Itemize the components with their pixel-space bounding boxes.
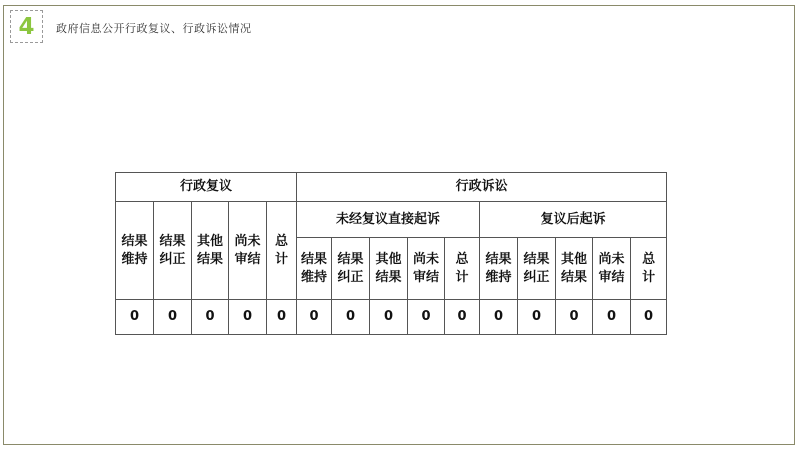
header-direct-correct: 结果纠正 bbox=[332, 238, 370, 300]
admin-review-litigation-table bbox=[115, 172, 667, 335]
value-after-pending: 0 bbox=[593, 300, 631, 335]
value-direct-uphold: 0 bbox=[297, 300, 332, 335]
value-after-uphold: 0 bbox=[480, 300, 518, 335]
value-recon-other: 0 bbox=[192, 300, 229, 335]
value-direct-other: 0 bbox=[370, 300, 408, 335]
header-recon-pending: 尚未审结 bbox=[229, 202, 267, 300]
section-title: 政府信息公开行政复议、行政诉讼情况 bbox=[56, 22, 252, 35]
value-recon-uphold: 0 bbox=[116, 300, 154, 335]
header-admin-reconsideration: 行政复议 bbox=[116, 173, 297, 202]
value-direct-correct: 0 bbox=[332, 300, 370, 335]
header-direct-other: 其他结果 bbox=[370, 238, 408, 300]
section-number: 4 bbox=[18, 13, 35, 40]
header-recon-other: 其他结果 bbox=[192, 202, 229, 300]
header-recon-correct: 结果纠正 bbox=[154, 202, 192, 300]
header-direct-pending: 尚未审结 bbox=[408, 238, 445, 300]
header-after-correct: 结果纠正 bbox=[518, 238, 556, 300]
header-recon-total: 总计 bbox=[267, 202, 297, 300]
value-recon-correct: 0 bbox=[154, 300, 192, 335]
value-recon-total: 0 bbox=[267, 300, 297, 335]
header-admin-litigation: 行政诉讼 bbox=[297, 173, 667, 202]
header-direct-uphold: 结果维持 bbox=[297, 238, 332, 300]
header-direct-litigation: 未经复议直接起诉 bbox=[297, 202, 480, 238]
section-number-badge bbox=[10, 10, 43, 43]
header-direct-total: 总计 bbox=[445, 238, 480, 300]
value-direct-pending: 0 bbox=[408, 300, 445, 335]
value-after-other: 0 bbox=[556, 300, 593, 335]
header-after-pending: 尚未审结 bbox=[593, 238, 631, 300]
value-after-total: 0 bbox=[631, 300, 667, 335]
header-after-other: 其他结果 bbox=[556, 238, 593, 300]
value-direct-total: 0 bbox=[445, 300, 480, 335]
value-after-correct: 0 bbox=[518, 300, 556, 335]
header-after-reconsideration-litigation: 复议后起诉 bbox=[480, 202, 667, 238]
header-after-total: 总计 bbox=[631, 238, 667, 300]
header-recon-uphold: 结果维持 bbox=[116, 202, 154, 300]
value-recon-pending: 0 bbox=[229, 300, 267, 335]
header-after-uphold: 结果维持 bbox=[480, 238, 518, 300]
